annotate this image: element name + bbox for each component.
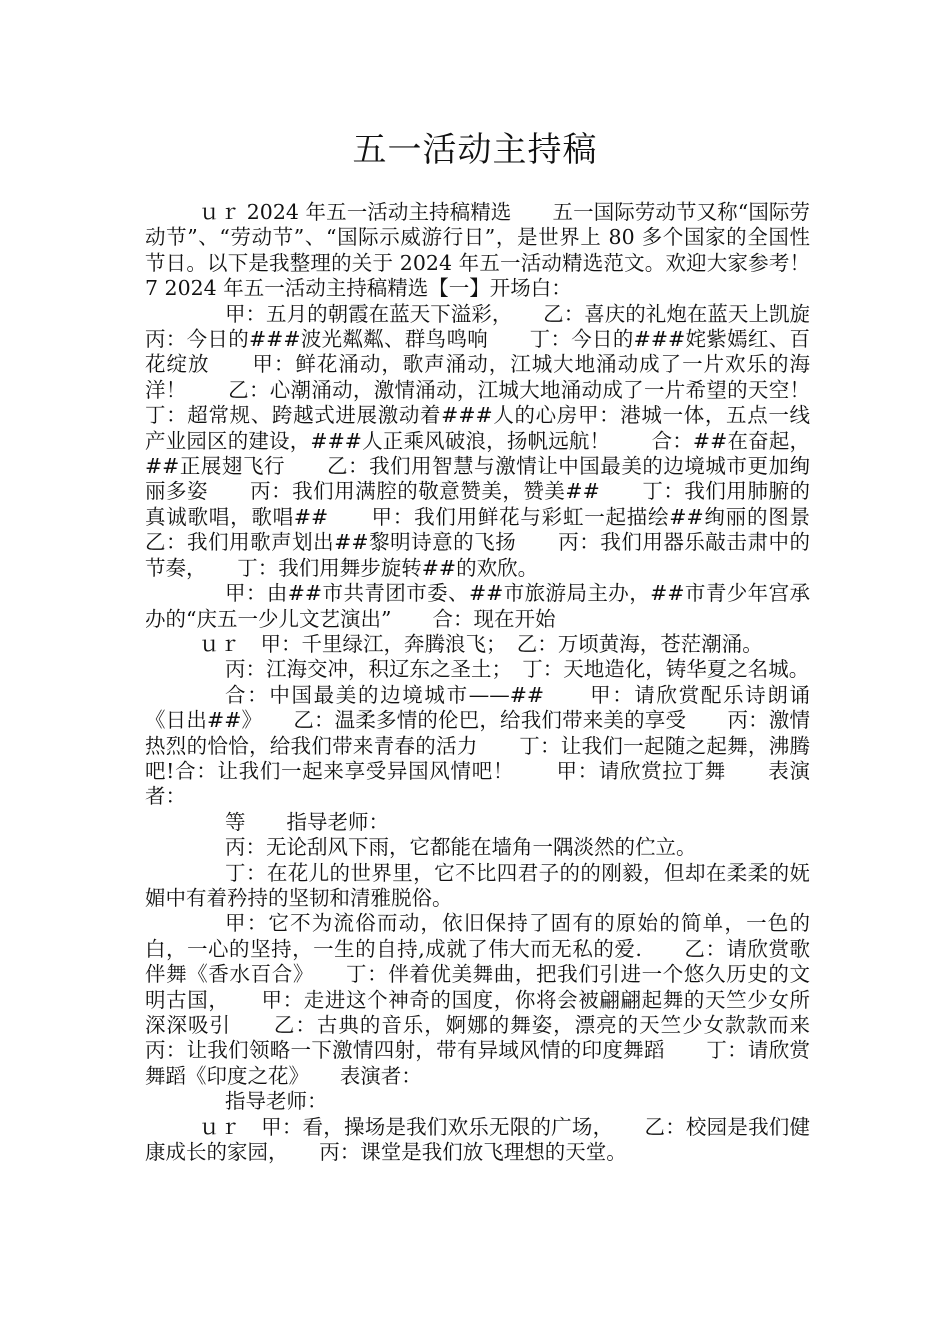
paragraph: 甲：由##市共青团市委、##市旅游局主办，##市青少年宫承办的“庆五一少儿文艺演出” 合：现在开始 <box>145 581 810 631</box>
paragraph: 指导老师： <box>225 1089 328 1114</box>
paragraph: ｕｒ 甲：看，操场是我们欢乐无限的广场， 乙：校园是我们健康成长的家园， 丙：课堂是我们放飞理想的天堂。 <box>145 1114 810 1165</box>
paragraph: 丙：江海交冲，积辽东之圣土； 丁：天地造化，铸华夏之名城。 <box>225 657 810 682</box>
paragraph: 丙：无论刮风下雨，它都能在墙角一隅淡然的伫立。 <box>225 835 697 860</box>
paragraph: 合：中国最美的边境城市——## 甲：请欣赏配乐诗朗诵《日出##》 乙：温柔多情的伦巴，给我们带来美的享受 丙：激情热烈的恰恰，给我们带来青春的活力 丁：让我们一起随之起舞，沸腾吧!合：让我们一起来享受异国风情吧！ 甲：请欣赏拉丁舞 表演者： <box>145 682 810 809</box>
paragraph: ｕｒ 2024 年五一活动主持稿精选 五一国际劳动节又称“国际劳动节”、“劳动节”、“国际示威游行日”，是世界上 80 多个国家的全国性节日。以下是我整理的关于 2024 年五一活动精选范文。欢迎大家参考！ 7 2024 年五一活动主持稿精选【一】开场白： <box>145 200 851 301</box>
paragraph: 丁：在花儿的世界里，它不比四君子的的刚毅，但却在柔柔的妩媚中有着矜持的坚韧和清雅脱俗。 <box>145 860 810 910</box>
paragraph: 甲：它不为流俗而动，依旧保持了固有的原始的简单，一色的白，一心的坚持，一生的自持,成就了伟大而无私的爱. 乙：请欣赏歌伴舞《香水百合》 丁：伴着优美舞曲，把我们引进一个悠久历史的文明古国， 甲：走进这个神奇的国度，你将会被翩翩起舞的天竺少女所深深吸引 乙：古典的音乐，婀娜的舞姿，漂亮的天竺少女款款而来 丙：让我们领略一下激情四射，带有异域风情的印度舞蹈 丁：请欣赏舞蹈《印度之花》 表演者： <box>145 911 851 1088</box>
document-title: 五一活动主持稿 <box>352 130 598 170</box>
document-body <box>145 200 851 1165</box>
paragraph: ｕｒ 甲：千里绿江，奔腾浪飞； 乙：万顷黄海，苍茫潮涌。 <box>199 631 763 656</box>
paragraph: 甲：五月的朝霞在蓝天下溢彩， 乙：喜庆的礼炮在蓝天上凯旋 丙：今日的###波光粼粼、群鸟鸣响 丁：今日的###姹紫嫣红、百花绽放 甲：鲜花涌动，歌声涌动，江城大地涌动成了一片欢乐的海洋！ 乙：心潮涌动，激情涌动，江城大地涌动成了一片希望的天空！ 丁：超常规、跨越式进展激动着###人的心房甲：港城一体，五点一线产业园区的建设，###人正乘风破浪，扬帆远航！ 合：##在奋起，##正展翅飞行 乙：我们用智慧与激情让中国最美的边境城市更加绚丽多姿 丙：我们用满腔的敬意赞美，赞美## 丁：我们用肺腑的真诚歌唱，歌唱## 甲：我们用鲜花与彩虹一起描绘##绚丽的图景 乙：我们用歌声划出##黎明诗意的飞扬 丙：我们用器乐敲击肃中的节奏， 丁：我们用舞步旋转##的欢欣。 <box>145 301 851 580</box>
paragraph: 等 指导老师： <box>225 809 389 834</box>
